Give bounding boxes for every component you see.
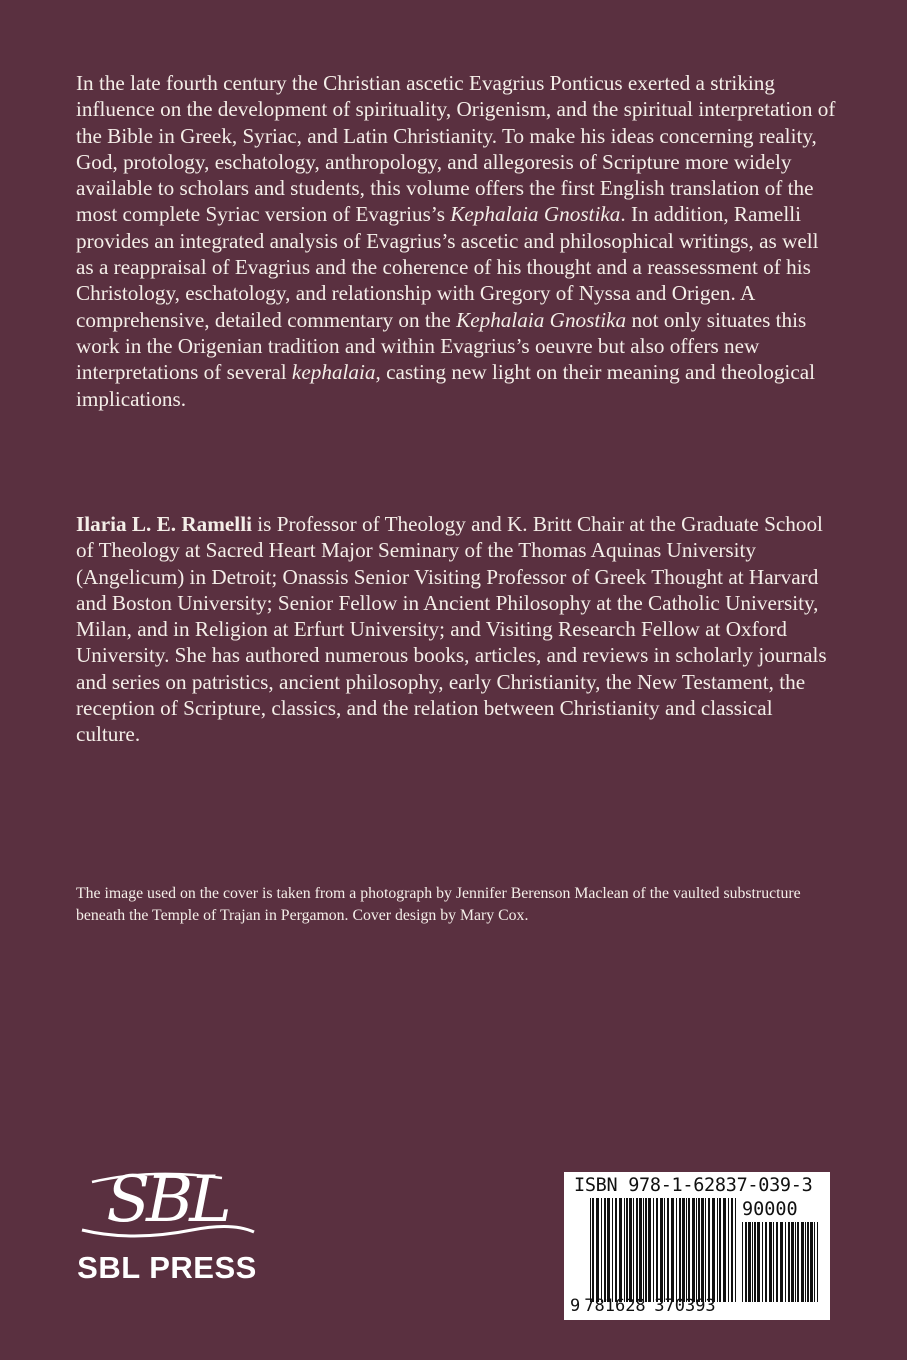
barcode-bar: [696, 1198, 697, 1302]
author-bio: [76, 511, 836, 748]
barcode-bar: [604, 1198, 606, 1302]
barcode-bar: [805, 1222, 806, 1302]
author-bio-text: is Professor of Theology and K. Britt Chair at the Graduate School of Theology at Sacred Heart Major Seminary of the Thomas Aquinas University (Angelicum) in Detroit; Onassis Senior Visiting Professor of Greek Thought at Harvard and Boston University; Senior Fellow in Ancient Philosophy at the Catholic University, Milan, and in Religion at Erfurt University; and Visiting Research Fellow at Oxford University. She has authored numerous books, articles, and reviews in scholarly journals and series on patristics, ancient philosophy, early Christianity, the New Testament, the reception of Scripture, classics, and the relation between Christianity and classical culture.: [76, 512, 827, 747]
cover-credit: The image used on the cover is taken from a photograph by Jennifer Berenson Maclean of the vaulted substructure beneath the Temple of Trajan in Pergamon. Cover design by Mary Cox.: [76, 885, 801, 924]
book-description: [76, 70, 836, 412]
isbn-label: ISBN 978-1-62837-039-3: [574, 1175, 813, 1196]
barcode-bar: [754, 1222, 756, 1302]
barcode-lead-digit: 9: [570, 1296, 581, 1316]
barcode-bar: [596, 1198, 599, 1302]
barcode-bar: [619, 1198, 622, 1302]
author-name: Ilaria L. E. Ramelli: [76, 512, 252, 536]
logo-monogram: SBL: [106, 1163, 228, 1237]
barcode-bar: [645, 1198, 647, 1302]
barcode-bar: [731, 1198, 733, 1302]
description-text-4: , casting new light on their meaning and theological implications.: [76, 360, 816, 411]
barcode-bar: [624, 1198, 625, 1302]
barcode-bar: [719, 1198, 721, 1302]
ean-bars: [590, 1198, 736, 1302]
barcode-bar: [712, 1198, 715, 1302]
barcode-bar: [717, 1198, 718, 1302]
barcode-bar: [810, 1222, 813, 1302]
barcode-bar: [633, 1198, 634, 1302]
price-code: 90000: [742, 1199, 798, 1220]
barcode-bar: [814, 1222, 815, 1302]
barcode-bar: [667, 1198, 669, 1302]
barcode-bar: [762, 1222, 763, 1302]
barcode-bar: [795, 1222, 796, 1302]
barcode-bar: [660, 1198, 663, 1302]
barcode-bar: [656, 1198, 658, 1302]
barcode-bar: [701, 1198, 704, 1302]
barcode-bar: [757, 1222, 760, 1302]
barcode-bar: [612, 1198, 613, 1302]
barcode-bar: [776, 1222, 778, 1302]
barcode-bar: [708, 1198, 710, 1302]
barcode-bar: [748, 1222, 751, 1302]
barcode-bar: [626, 1198, 628, 1302]
barcode-group-2: 370393: [654, 1296, 716, 1316]
barcode-bar: [745, 1222, 747, 1302]
barcode-bar: [688, 1198, 690, 1302]
description-text-3: not only situates this work in the Origenian tradition and within Evagrius’s oeuvre but also offers new interpretations of several: [76, 307, 807, 385]
term-italic: kephalaia: [291, 360, 376, 385]
barcode-bar: [788, 1222, 790, 1302]
barcode-bar: [682, 1198, 685, 1302]
barcode-bar: [791, 1222, 794, 1302]
barcode-group-1: 781628: [584, 1296, 646, 1316]
barcode-bar: [679, 1198, 681, 1302]
barcode-bar: [752, 1222, 753, 1302]
book-title-italic: Kephalaia Gnostika: [450, 202, 621, 227]
barcode-bar: [653, 1198, 654, 1302]
barcode-bar: [636, 1198, 638, 1302]
barcode-bar: [639, 1198, 642, 1302]
barcode-bar: [615, 1198, 617, 1302]
publisher-logo: [72, 1160, 262, 1290]
barcode-bar: [773, 1222, 774, 1302]
book-title-italic: Kephalaia Gnostika: [456, 307, 627, 332]
barcode-bar: [769, 1222, 772, 1302]
barcode-bar: [728, 1198, 729, 1302]
barcode-bar: [705, 1198, 706, 1302]
barcode-bar: [601, 1198, 602, 1302]
barcode-bar: [664, 1198, 665, 1302]
barcode-bar: [607, 1198, 610, 1302]
barcode-digits: [570, 1296, 716, 1316]
barcode-bar: [723, 1198, 726, 1302]
barcode-bar: [797, 1222, 799, 1302]
addon-bars: [742, 1222, 818, 1302]
barcode-bar: [780, 1222, 783, 1302]
isbn-barcode: [564, 1172, 830, 1320]
barcode-bar: [676, 1198, 677, 1302]
barcode-bar: [590, 1198, 591, 1302]
barcode-bar: [817, 1222, 818, 1302]
barcode-bar: [629, 1198, 632, 1302]
barcode-bar: [807, 1222, 809, 1302]
logo-wordmark: SBL PRESS: [77, 1250, 257, 1285]
barcode-bar: [643, 1198, 644, 1302]
barcode-bar: [765, 1222, 767, 1302]
barcode-bar: [648, 1198, 651, 1302]
barcode-bar: [735, 1198, 736, 1302]
barcode-bar: [692, 1198, 695, 1302]
barcode-bar: [671, 1198, 674, 1302]
barcode-bar: [698, 1198, 700, 1302]
description-text-1: In the late fourth century the Christian ascetic Evagrius Ponticus exerted a striking influence on the development of spirituality, Origenism, and the spiritual interpretation of the Bible in Greek, Syriac, and Latin Christianity. To make his ideas concerning reality, God, protology, eschatology, anthropology, and allegoresis of Scripture more widely available to scholars and students, this volume offers the first English translation of the most complete Syriac version of Evagrius’s: [76, 71, 836, 227]
barcode-bar: [801, 1222, 804, 1302]
barcode-bar: [686, 1198, 687, 1302]
barcode-bar: [742, 1222, 743, 1302]
barcode-bar: [785, 1222, 786, 1302]
barcode-bar: [592, 1198, 594, 1302]
description-text-2: . In addition, Ramelli provides an integrated analysis of Evagrius’s ascetic and philosophical writings, as well as a reappraisal of Evagrius and the coherence of his thought and a reassessment of his Christology, eschatology, and relationship with Gregory of Nyssa and Origen. A comprehensive, detailed commentary on the: [76, 202, 819, 332]
